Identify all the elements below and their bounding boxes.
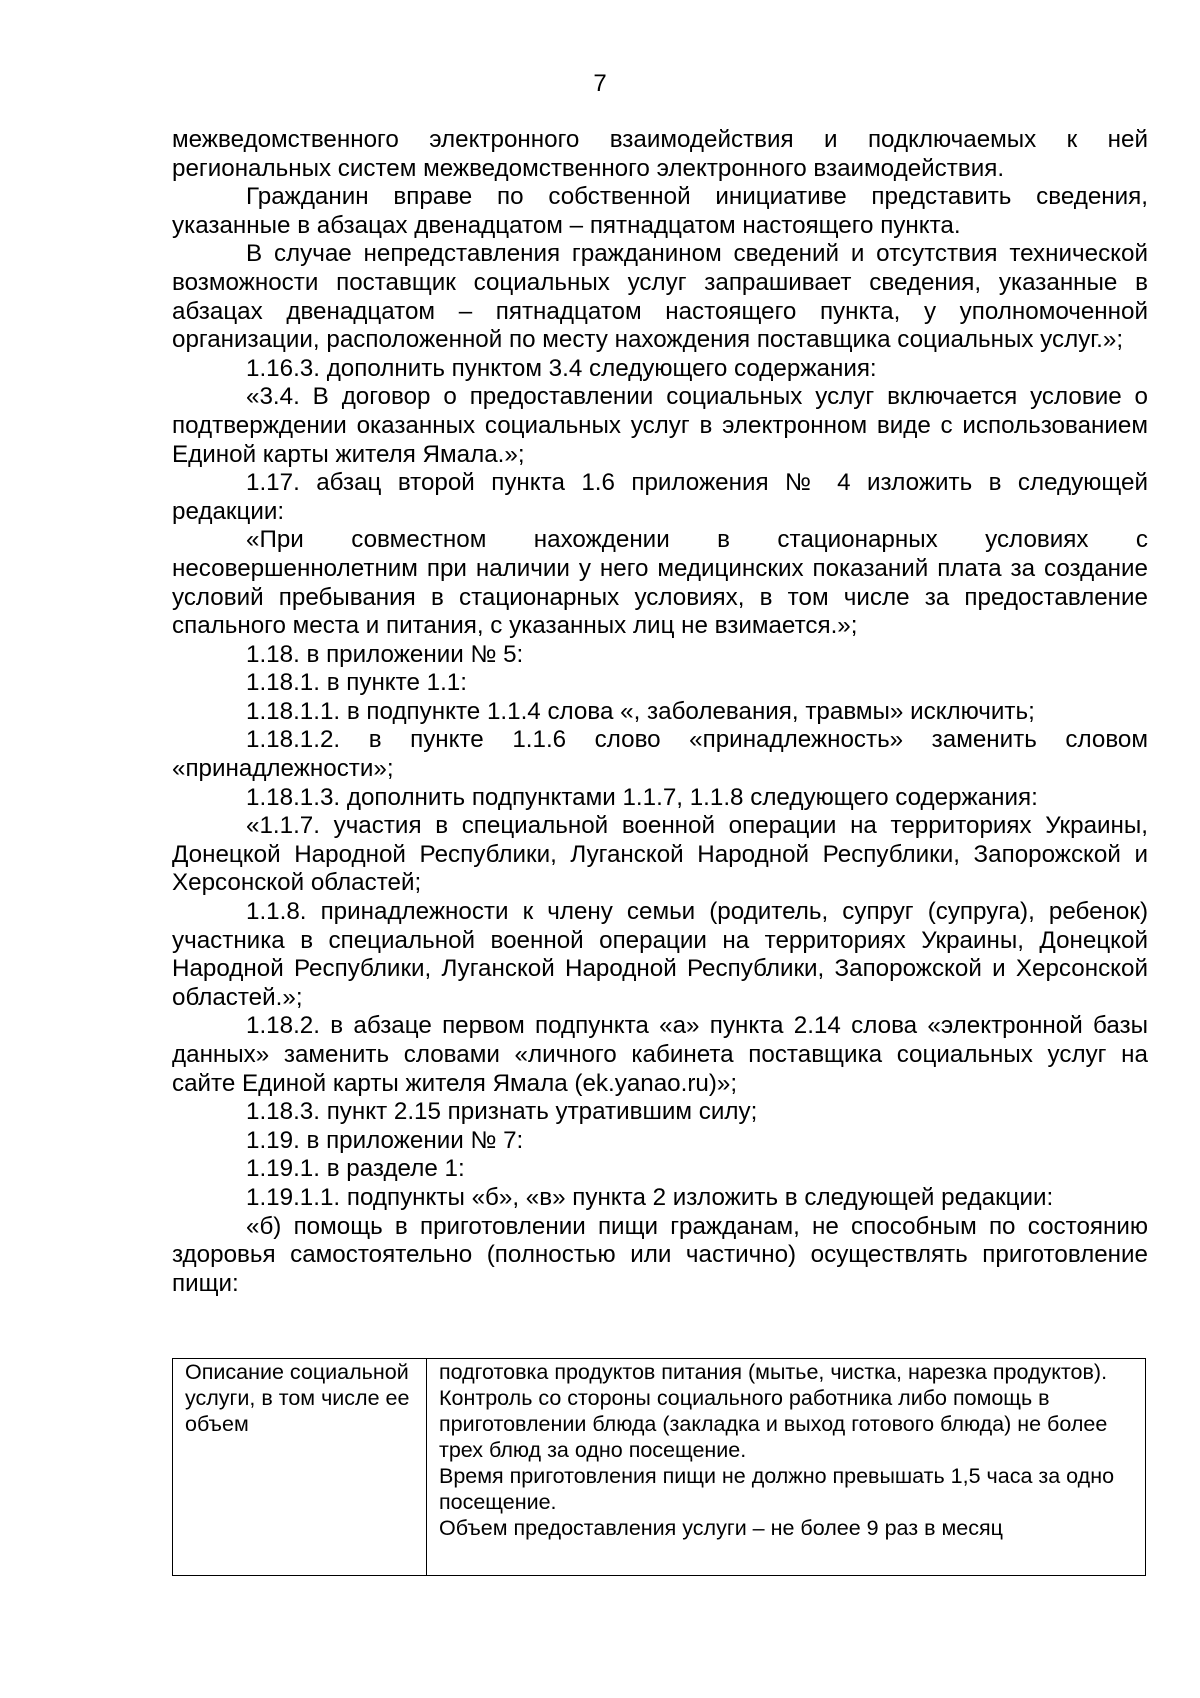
table-label-cell: Описание социальной услуги, в том числе ее объем <box>173 1359 427 1575</box>
paragraph: «1.1.7. участия в специальной военной операции на территориях Украины, Донецкой Народной Республики, Луганской Народной Республики, Запорожской и Херсонской областей; <box>172 812 1148 897</box>
paragraph: «3.4. В договор о предоставлении социальных услуг включается условие о подтверждении оказанных социальных услуг в электронном виде с использованием Единой карты жителя Ямала.»; <box>172 383 1148 468</box>
paragraph: межведомственного электронного взаимодействия и подключаемых к ней региональных систем межведомственного электронного взаимодействия. <box>172 126 1148 182</box>
paragraph: 1.19.1. в разделе 1: <box>246 1155 465 1183</box>
paragraph: 1.19. в приложении № 7: <box>246 1126 524 1154</box>
paragraph: 1.16.3. дополнить пунктом 3.4 следующего содержания: <box>246 354 877 382</box>
table-line: Время приготовления пищи не должно превышать 1,5 часа за одно посещение. <box>439 1464 1115 1514</box>
paragraph: Гражданин вправе по собственной инициативе представить сведения, указанные в абзацах двенадцатом – пятнадцатом настоящего пункта. <box>172 183 1148 239</box>
page-number: 7 <box>593 70 607 97</box>
paragraph: 1.18.2. в абзаце первом подпункта «а» пункта 2.14 слова «электронной базы данных» заменить словами «личного кабинета поставщика социальных услуг на сайте Единой карты жителя Ямала (ek.yanao.ru)»; <box>172 1012 1148 1097</box>
table-line: Объем предоставления услуги – не более 9 раз в месяц <box>439 1516 1003 1540</box>
paragraph: 1.1.8. принадлежности к члену семьи (родитель, супруг (супруга), ребенок) участника в специальной военной операции на территориях Украины, Донецкой Народной Республики, Луганской Народной Республики, Запорожской и Херсонской областей.»; <box>172 898 1148 1011</box>
table-line: Контроль со стороны социального работника либо помощь в приготовлении блюда (закладка и выход готового блюда) не более трех блюд за одно посещение. <box>439 1386 1108 1462</box>
paragraph: 1.18.1.3. дополнить подпунктами 1.1.7, 1.1.8 следующего содержания: <box>246 783 1038 811</box>
paragraph: 1.17. абзац второй пункта 1.6 приложения № 4 изложить в следующей редакции: <box>172 469 1148 525</box>
paragraph: «б) помощь в приготовлении пищи гражданам, не способным по состоянию здоровья самостоятельно (полностью или частично) осуществлять приготовление пищи: <box>172 1212 1148 1297</box>
paragraph: 1.18.1.1. в подпункте 1.1.4 слова «, заболевания, травмы» исключить; <box>246 697 1035 725</box>
paragraph: 1.18. в приложении № 5: <box>246 640 524 668</box>
table-value-cell <box>427 1359 1145 1575</box>
paragraph: 1.19.1.1. подпункты «б», «в» пункта 2 изложить в следующей редакции: <box>246 1183 1054 1211</box>
paragraph: 1.18.1.2. в пункте 1.1.6 слово «принадлежность» заменить словом «принадлежности»; <box>172 726 1148 783</box>
service-description-table <box>172 1358 1146 1576</box>
paragraph: 1.18.3. пункт 2.15 признать утратившим силу; <box>246 1098 758 1126</box>
document-body <box>172 126 1148 1298</box>
paragraph: «При совместном нахождении в стационарных условиях с несовершеннолетним при наличии у него медицинских показаний плата за создание условий пребывания в стационарных условиях, в том числе за предоставление спального места и питания, с указанных лиц не взимается.»; <box>172 526 1148 640</box>
paragraph: 1.18.1. в пункте 1.1: <box>246 669 467 697</box>
paragraph: В случае непредставления гражданином сведений и отсутствия технической возможности поставщик социальных услуг запрашивает сведения, указанные в абзацах двенадцатом – пятнадцатом настоящего пункта, у уполномоченной организации, расположенной по месту нахождения поставщика социальных услуг.»; <box>172 240 1148 354</box>
table-line: подготовка продуктов питания (мытье, чистка, нарезка продуктов). <box>439 1360 1108 1384</box>
